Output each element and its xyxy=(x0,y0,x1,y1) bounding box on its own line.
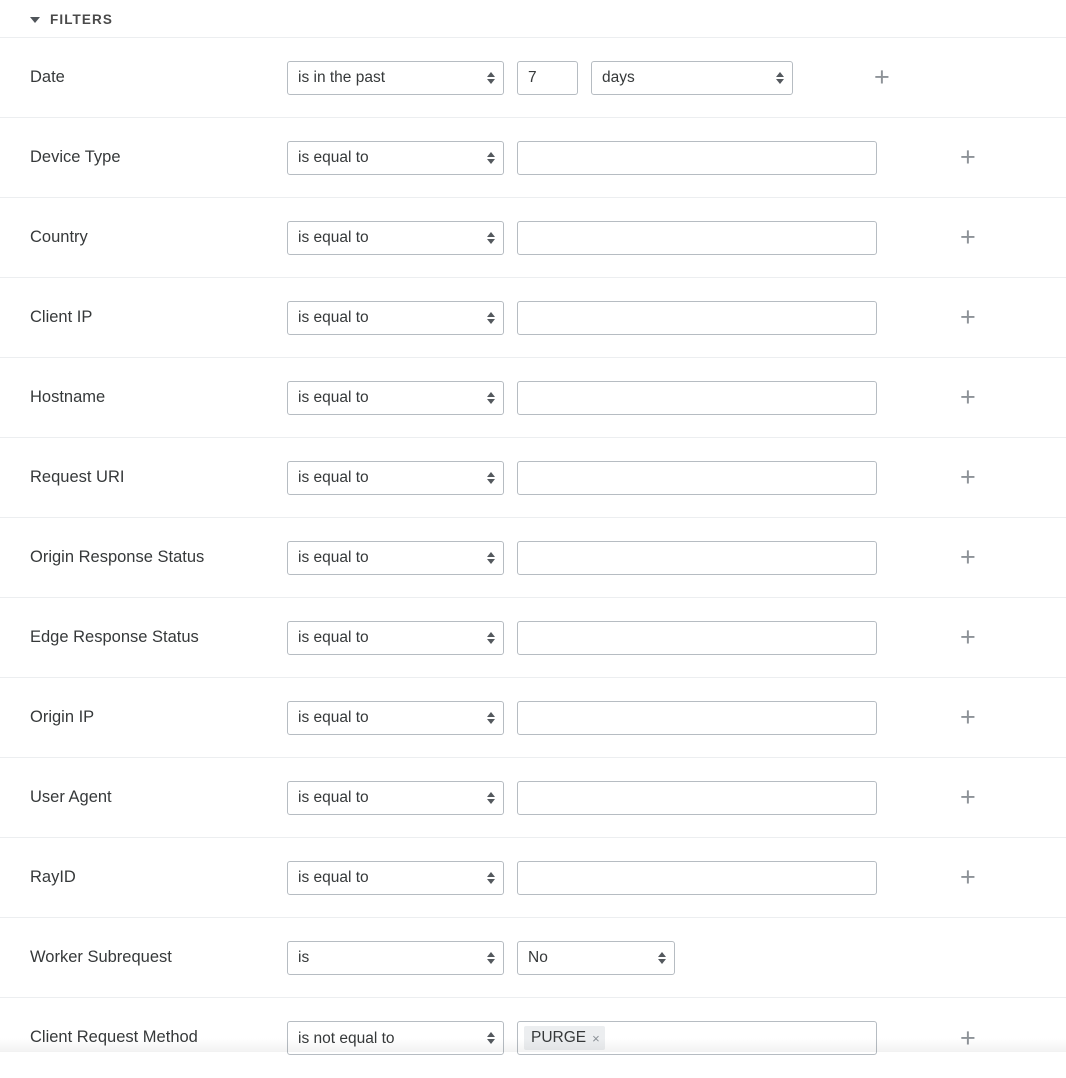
filter-label: Device Type xyxy=(30,148,287,168)
filter-label: Client IP xyxy=(30,308,287,328)
filter-value-input[interactable] xyxy=(517,861,877,895)
filter-row xyxy=(0,998,1066,1078)
filter-row xyxy=(0,598,1066,678)
filters-header[interactable] xyxy=(0,0,1066,38)
filter-label: Worker Subrequest xyxy=(30,948,287,968)
filter-row xyxy=(0,918,1066,998)
filter-row xyxy=(0,438,1066,518)
filter-row xyxy=(0,198,1066,278)
filter-row xyxy=(0,518,1066,598)
plus-icon[interactable]: + xyxy=(960,544,976,571)
operator-select[interactable] xyxy=(287,781,504,815)
filter-value-input[interactable] xyxy=(517,621,877,655)
plus-icon[interactable]: + xyxy=(960,384,976,411)
operator-select[interactable] xyxy=(287,541,504,575)
date-units-select[interactable] xyxy=(591,61,793,95)
operator-select-wrapper[interactable] xyxy=(287,61,504,95)
close-icon[interactable]: × xyxy=(592,1031,600,1046)
filter-label: Edge Response Status xyxy=(30,628,287,648)
operator-select-wrapper[interactable] xyxy=(287,701,504,735)
operator-select[interactable] xyxy=(287,1021,504,1055)
filter-value-input[interactable] xyxy=(517,781,877,815)
operator-select-wrapper[interactable] xyxy=(287,1021,504,1055)
operator-select-wrapper[interactable] xyxy=(287,221,504,255)
operator-select-wrapper[interactable] xyxy=(287,461,504,495)
filter-rows xyxy=(0,38,1066,1078)
operator-select-wrapper[interactable] xyxy=(287,621,504,655)
filter-label: User Agent xyxy=(30,788,287,808)
operator-select-wrapper[interactable] xyxy=(287,141,504,175)
value-tag[interactable] xyxy=(524,1026,605,1050)
date-number-input[interactable] xyxy=(517,61,578,95)
value-tag-label: PURGE xyxy=(531,1029,586,1047)
operator-select[interactable] xyxy=(287,861,504,895)
operator-select[interactable] xyxy=(287,621,504,655)
date-units-select-wrapper[interactable] xyxy=(591,61,793,95)
filter-label: RayID xyxy=(30,868,287,888)
filter-row xyxy=(0,678,1066,758)
filter-label: Date xyxy=(30,68,287,88)
filter-row xyxy=(0,758,1066,838)
plus-icon[interactable]: + xyxy=(960,1025,976,1052)
operator-select[interactable] xyxy=(287,461,504,495)
filters-title: FILTERS xyxy=(50,12,113,27)
filter-row xyxy=(0,838,1066,918)
filter-value-input[interactable] xyxy=(517,221,877,255)
operator-select-wrapper[interactable] xyxy=(287,781,504,815)
filter-label: Request URI xyxy=(30,468,287,488)
plus-icon[interactable]: + xyxy=(960,224,976,251)
operator-select[interactable] xyxy=(287,301,504,335)
filter-value-input[interactable] xyxy=(517,541,877,575)
filter-value-input[interactable] xyxy=(517,301,877,335)
filter-value-input[interactable] xyxy=(517,461,877,495)
filter-value-input[interactable] xyxy=(517,381,877,415)
operator-select-wrapper[interactable] xyxy=(287,301,504,335)
plus-icon[interactable]: + xyxy=(960,704,976,731)
plus-icon[interactable]: + xyxy=(960,304,976,331)
operator-select[interactable] xyxy=(287,141,504,175)
filter-label: Origin Response Status xyxy=(30,548,287,568)
operator-select[interactable] xyxy=(287,61,504,95)
operator-select-wrapper[interactable] xyxy=(287,381,504,415)
filter-value-input[interactable] xyxy=(517,141,877,175)
filter-row xyxy=(0,278,1066,358)
filter-row xyxy=(0,118,1066,198)
plus-icon[interactable]: + xyxy=(960,864,976,891)
choice-select-wrapper[interactable] xyxy=(517,941,675,975)
plus-icon[interactable]: + xyxy=(960,784,976,811)
filter-value-input[interactable] xyxy=(517,701,877,735)
tag-input-field[interactable] xyxy=(517,1021,877,1055)
plus-icon[interactable]: + xyxy=(874,64,890,91)
operator-select[interactable] xyxy=(287,701,504,735)
operator-select[interactable] xyxy=(287,381,504,415)
operator-select-wrapper[interactable] xyxy=(287,541,504,575)
caret-down-icon xyxy=(30,17,40,23)
filter-label: Origin IP xyxy=(30,708,287,728)
plus-icon[interactable]: + xyxy=(960,464,976,491)
operator-select-wrapper[interactable] xyxy=(287,861,504,895)
operator-select[interactable] xyxy=(287,221,504,255)
plus-icon[interactable]: + xyxy=(960,624,976,651)
filter-label: Country xyxy=(30,228,287,248)
filter-label: Client Request Method xyxy=(30,1028,287,1048)
operator-select[interactable] xyxy=(287,941,504,975)
filter-row xyxy=(0,358,1066,438)
filter-label: Hostname xyxy=(30,388,287,408)
operator-select-wrapper[interactable] xyxy=(287,941,504,975)
filter-row xyxy=(0,38,1066,118)
choice-select[interactable] xyxy=(517,941,675,975)
plus-icon[interactable]: + xyxy=(960,144,976,171)
